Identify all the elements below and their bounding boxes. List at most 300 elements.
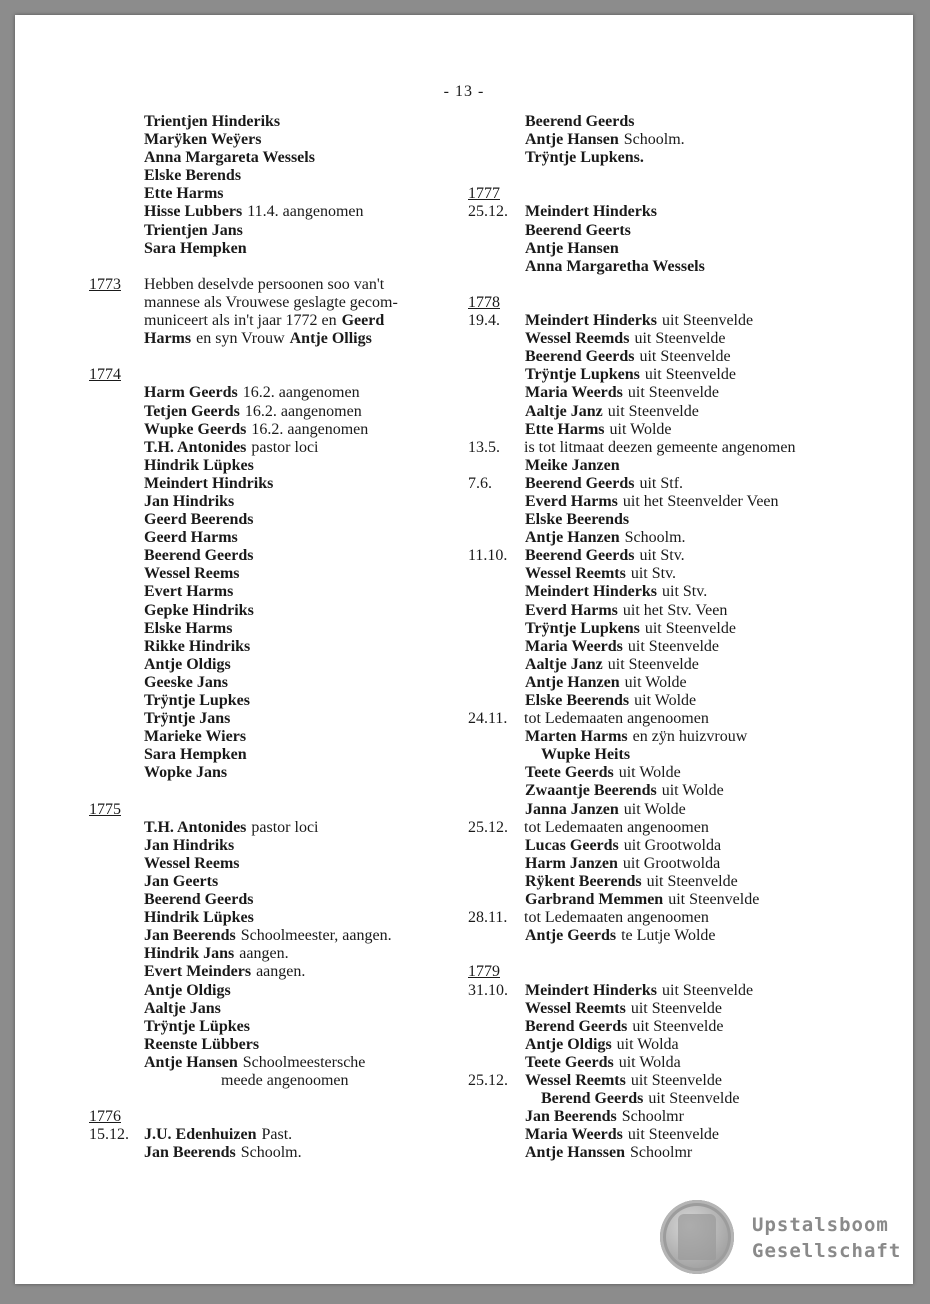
entry-line (89, 963, 479, 981)
person-name: Geerd (341, 312, 385, 330)
entry-line (89, 529, 479, 547)
person-name: Beerend Geerds (144, 547, 254, 565)
entry-note: uit Steenvelde (644, 366, 736, 384)
entry-line (468, 421, 908, 439)
person-name: Reenste Lübbers (144, 1035, 260, 1053)
entry-note: mannese als Vrouwese geslagte gecom- (144, 293, 398, 311)
entry-line (468, 602, 908, 620)
entry-line (468, 837, 908, 855)
person-name: Marten Harms (525, 728, 628, 746)
entry-line (89, 873, 479, 891)
entry-line (89, 131, 479, 149)
person-name: Gepke Hindriks (144, 601, 254, 619)
person-name: Hindrik Jans (144, 945, 235, 963)
person-name: Elske Beerends (525, 692, 630, 709)
entry-line (468, 113, 908, 131)
entry-line (89, 258, 479, 276)
date-label: 13.5. (468, 438, 500, 456)
entry-line (89, 312, 479, 330)
entry-line (89, 366, 479, 384)
entry-line (89, 656, 479, 674)
entry-line (89, 746, 479, 764)
person-name: Beerend Geerds (525, 113, 635, 130)
person-name: Trÿntje Lupkens. (525, 149, 644, 167)
person-name: Ette Harms (525, 420, 605, 438)
person-name: Aaltje Janz (525, 655, 603, 673)
entry-note: uit Wolda (618, 1053, 681, 1071)
page-number: - 13 - (443, 83, 485, 100)
person-name: Meindert Hindriks (144, 474, 274, 492)
entry-note: Schoolm. (624, 529, 686, 547)
entry-line (468, 167, 908, 185)
entry-line (468, 819, 908, 837)
entry-note: uit Steenvelde (662, 312, 754, 330)
entry-note: uit Steenvelde (646, 872, 738, 890)
entry-note: uit het Stv. Veen (622, 601, 728, 619)
date-label: 31.10. (468, 981, 508, 999)
right-column (468, 113, 908, 1162)
person-name: Tetjen Geerds (144, 402, 240, 420)
entry-note: uit Steenvelde (630, 1071, 722, 1089)
entry-line (468, 1072, 908, 1090)
entry-note: tot Ledemaaten angenoomen (524, 710, 709, 728)
entry-line (468, 873, 908, 891)
logo-line-2: Gesellschaft (752, 1240, 902, 1262)
person-name: Wessel Reemts (525, 565, 626, 583)
person-name: Antje Hanssen (525, 1144, 626, 1162)
person-name: Jan Hindriks (144, 492, 235, 510)
entry-line (468, 475, 908, 493)
person-name: Antje Oldigs (144, 655, 231, 673)
entry-line (89, 113, 479, 131)
person-name: Teete Geerds (525, 1053, 614, 1071)
entry-line (89, 982, 479, 1000)
person-name: Marÿken Weÿers (144, 131, 262, 149)
seal-icon (660, 1200, 734, 1274)
date-label: 19.4. (468, 312, 500, 330)
entry-note: uit Stv. (662, 583, 708, 601)
entry-line (468, 909, 908, 927)
person-name: T.H. Antonides (144, 818, 247, 836)
entry-line (89, 1126, 479, 1144)
entry-note: uit Grootwolda (623, 836, 722, 854)
person-name: Sara Hempken (144, 239, 247, 257)
entry-line (89, 384, 479, 402)
person-name: Wessel Reemts (525, 999, 626, 1017)
logo-text (752, 1212, 901, 1264)
date-label: 15.12. (89, 1126, 129, 1144)
entry-line (89, 837, 479, 855)
person-name: T.H. Antonides (144, 438, 247, 456)
entry-line (89, 1090, 479, 1108)
entry-line (468, 583, 908, 601)
person-name: Hindrik Lüpkes (144, 909, 254, 927)
person-name: Harm Geerds (144, 384, 238, 402)
entry-note: Schoolmr (630, 1144, 693, 1162)
entry-line (468, 366, 908, 384)
entry-line (89, 855, 479, 873)
entry-line (89, 674, 479, 692)
entry-line (468, 348, 908, 366)
entry-note: Schoolm. (240, 1144, 302, 1162)
entry-line (468, 330, 908, 348)
entry-line (89, 475, 479, 493)
person-name: Berend Geerds (525, 1017, 628, 1035)
date-label: 28.11. (468, 909, 508, 927)
entry-line (89, 927, 479, 945)
entry-line (89, 1072, 479, 1090)
entry-line (89, 565, 479, 583)
entry-line (89, 547, 479, 565)
person-name: Meindert Hinderks (525, 312, 657, 330)
entry-line (468, 1036, 908, 1054)
person-name: Maria Weerds (525, 1126, 623, 1144)
person-name: Trÿntje Lupkens (525, 366, 640, 384)
entry-line (89, 240, 479, 258)
person-name: Janna Janzen (525, 800, 619, 818)
person-name: Meindert Hinderks (525, 203, 657, 221)
entry-line (468, 149, 908, 167)
person-name: Rikke Hindriks (144, 637, 251, 655)
entry-note: is tot litmaat deezen gemeente angenomen (524, 438, 796, 456)
entry-line (468, 1126, 908, 1144)
entry-note: uit Steenvelde (662, 981, 754, 999)
entry-note: uit Steenvelde (634, 330, 726, 348)
entry-line (89, 1036, 479, 1054)
entry-line (468, 1144, 908, 1162)
entry-line (468, 312, 908, 330)
entry-note: uit Steenvelde (627, 384, 719, 402)
entry-line (468, 439, 908, 457)
entry-line (89, 276, 479, 294)
year-heading: 1775 (89, 800, 121, 818)
entry-line (89, 439, 479, 457)
entry-note: uit Wolde (618, 764, 681, 782)
entry-line (89, 493, 479, 511)
entry-line (89, 457, 479, 475)
person-name: Maria Weerds (525, 637, 623, 655)
entry-note: Schoolmeestersche (242, 1053, 366, 1071)
person-name: Hindrik Lüpkes (144, 456, 254, 474)
person-name: Geerd Beerends (144, 511, 254, 529)
entry-note: pastor loci (251, 438, 319, 456)
entry-line (468, 1108, 908, 1126)
entry-line (89, 330, 479, 348)
person-name: Trÿntje Lupkens (525, 619, 640, 637)
entry-line (468, 945, 908, 963)
entry-line (468, 403, 908, 421)
entry-line (89, 782, 479, 800)
person-name: Jan Beerends (525, 1108, 617, 1126)
entry-line (89, 1000, 479, 1018)
person-name: Lucas Geerds (525, 836, 619, 854)
entry-line (89, 819, 479, 837)
entry-note: uit Steenvelde (630, 999, 722, 1017)
entry-note: uit Grootwolda (622, 854, 721, 872)
person-name: Antje Oldigs (525, 1035, 612, 1053)
date-label: 24.11. (468, 710, 508, 728)
person-name: Beerend Geerds (525, 547, 635, 565)
person-name: Sara Hempken (144, 746, 247, 764)
person-name: Evert Harms (144, 583, 234, 601)
entry-line (468, 746, 908, 764)
entry-line (89, 801, 479, 819)
person-name: Antje Hanzen (525, 673, 620, 691)
person-name: Jan Hindriks (144, 836, 235, 854)
entry-line (89, 891, 479, 909)
person-name: Berend Geerds (541, 1090, 644, 1108)
entry-line (468, 692, 908, 710)
entry-note: en zÿn huizvrouw (632, 728, 748, 746)
year-heading: 1779 (468, 963, 500, 981)
year-heading: 1773 (89, 275, 121, 293)
person-name: Maria Weerds (525, 384, 623, 402)
entry-line (468, 927, 908, 945)
entry-note: aangen. (239, 945, 289, 963)
person-name: Jan Beerends (144, 927, 236, 945)
entry-note: uit Steenvelde (648, 1090, 740, 1108)
entry-line (89, 1108, 479, 1126)
entry-line (89, 167, 479, 185)
person-name: Trÿntje Jans (144, 710, 231, 728)
entry-line (89, 638, 479, 656)
entry-note: uit Wolde (624, 673, 687, 691)
person-name: Aaltje Janz (525, 402, 603, 420)
entry-line (468, 1000, 908, 1018)
entry-note: 16.2. aangenomen (242, 384, 360, 402)
person-name: Beerend Geerds (525, 348, 635, 366)
entry-line (468, 1090, 908, 1108)
entry-line (468, 276, 908, 294)
entry-line (89, 294, 479, 312)
entry-note: uit het Steenvelder Veen (622, 492, 779, 510)
person-name: Elske Berends (144, 167, 242, 185)
entry-line (468, 1018, 908, 1036)
year-heading: 1778 (468, 293, 500, 311)
person-name: Everd Harms (525, 601, 618, 619)
entry-line (468, 294, 908, 312)
entry-line (468, 855, 908, 873)
entry-note: uit Steenvelde (627, 1126, 719, 1144)
entry-note: uit Stv. (639, 547, 685, 565)
entry-line (468, 656, 908, 674)
entry-line (89, 583, 479, 601)
entry-note: uit Steenvelde (627, 637, 719, 655)
entry-line (89, 348, 479, 366)
entry-line (89, 1054, 479, 1072)
entry-note: pastor loci (251, 818, 319, 836)
entry-line (89, 1144, 479, 1162)
entry-line (89, 710, 479, 728)
date-label: 25.12. (468, 818, 508, 836)
person-name: Ette Harms (144, 185, 224, 203)
person-name: Jan Geerts (144, 872, 219, 890)
entry-line (468, 801, 908, 819)
person-name: Meike Janzen (525, 456, 620, 474)
entry-note: uit Wolde (634, 692, 697, 709)
entry-line (468, 240, 908, 258)
entry-note: uit Steenvelde (607, 655, 699, 673)
person-name: Meindert Hinderks (525, 981, 657, 999)
entry-line (89, 909, 479, 927)
entry-line (468, 638, 908, 656)
person-name: Marieke Wiers (144, 728, 247, 746)
entry-note: municeert als in't jaar 1772 en (144, 312, 337, 330)
entry-line (89, 203, 479, 221)
person-name: Antje Hanzen (525, 529, 620, 547)
entry-line (468, 258, 908, 276)
entry-line (468, 185, 908, 203)
entry-note: uit Wolda (616, 1035, 679, 1053)
person-name: Elske Beerends (525, 511, 630, 529)
date-label: 25.12. (468, 1071, 508, 1089)
entry-note: meede angenoomen (221, 1071, 349, 1089)
entry-note: Schoolmeester, aangen. (240, 927, 392, 945)
entry-note: uit Steenvelde (668, 891, 760, 909)
entry-line (468, 529, 908, 547)
year-heading: 1777 (468, 185, 500, 203)
entry-note: Schoolm. (623, 131, 685, 149)
person-name: Wessel Reems (144, 854, 240, 872)
entry-line (89, 511, 479, 529)
person-name: Wessel Reems (144, 565, 240, 583)
left-column (89, 113, 479, 1162)
entry-line (89, 620, 479, 638)
person-name: Wessel Reemts (525, 1071, 626, 1089)
entry-line (468, 710, 908, 728)
entry-note: Hebben deselvde persoonen soo van't (144, 275, 385, 293)
entry-line (468, 203, 908, 221)
entry-line (468, 131, 908, 149)
entry-note: tot Ledemaaten angenoomen (524, 818, 709, 836)
person-name: Wessel Reemds (525, 330, 630, 348)
entry-line (89, 185, 479, 203)
entry-line (468, 963, 908, 981)
person-name: Antje Geerds (525, 927, 617, 945)
person-name: Wopke Jans (144, 764, 228, 782)
person-name: Wupke Heits (541, 746, 631, 764)
person-name: Rÿkent Beerends (525, 872, 642, 890)
person-name: Trÿntje Lüpkes (144, 1017, 250, 1035)
entry-line (89, 403, 479, 421)
entry-line (468, 1054, 908, 1072)
entry-note: 16.2. aangenomen (244, 402, 362, 420)
entry-note: Past. (261, 1126, 293, 1144)
person-name: Trientjen Hinderiks (144, 113, 281, 130)
person-name: J.U. Edenhuizen (144, 1126, 257, 1144)
person-name: Beerend Geerds (525, 474, 635, 492)
entry-line (468, 891, 908, 909)
entry-note: uit Steenvelde (607, 402, 699, 420)
entry-line (468, 565, 908, 583)
entry-line (468, 457, 908, 475)
person-name: Harm Janzen (525, 854, 618, 872)
entry-note: uit Steenvelde (632, 1017, 724, 1035)
person-name: Beerend Geerts (525, 221, 631, 239)
entry-line (89, 421, 479, 439)
date-label: 25.12. (468, 203, 508, 221)
person-name: Hisse Lubbers (144, 203, 243, 221)
person-name: Beerend Geerds (144, 891, 254, 909)
entry-line (89, 728, 479, 746)
date-label: 7.6. (468, 474, 492, 492)
person-name: Antje Olligs (289, 330, 372, 348)
entry-note: te Lutje Wolde (621, 927, 716, 945)
person-name: Jan Beerends (144, 1144, 236, 1162)
person-name: Antje Hansen (525, 131, 619, 149)
upstalsboom-logo (660, 1200, 930, 1280)
person-name: Everd Harms (525, 492, 618, 510)
person-name: Antje Oldigs (144, 981, 231, 999)
entry-line (89, 1018, 479, 1036)
person-name: Wupke Geerds (144, 420, 247, 438)
person-name: Teete Geerds (525, 764, 614, 782)
entry-line (468, 782, 908, 800)
entry-note: 16.2. aangenomen (251, 420, 369, 438)
entry-line (468, 384, 908, 402)
person-name: Geerd Harms (144, 529, 238, 547)
person-name: Garbrand Memmen (525, 891, 664, 909)
entry-line (89, 764, 479, 782)
entry-line (468, 620, 908, 638)
person-name: Elske Harms (144, 619, 233, 637)
entry-note: tot Ledemaaten angenoomen (524, 909, 709, 927)
entry-note: uit Stf. (639, 474, 684, 492)
person-name: Harms (144, 330, 192, 348)
logo-line-1: Upstalsboom (752, 1214, 889, 1236)
person-name: Aaltje Jans (144, 999, 221, 1017)
entry-line (89, 692, 479, 710)
entry-line (468, 728, 908, 746)
date-label: 11.10. (468, 547, 508, 565)
person-name: Trÿntje Lupkes (144, 692, 250, 709)
entry-line (89, 222, 479, 240)
entry-note: uit Stv. (630, 565, 677, 583)
entry-line (89, 602, 479, 620)
person-name: Geeske Jans (144, 673, 228, 691)
entry-note: 11.4. aangenomen (247, 203, 364, 221)
year-heading: 1776 (89, 1108, 121, 1126)
entry-note: en syn Vrouw (196, 330, 285, 348)
entry-note: uit Wolde (661, 782, 724, 800)
year-heading: 1774 (89, 366, 121, 384)
entry-note: uit Wolde (623, 800, 686, 818)
entry-line (89, 945, 479, 963)
entry-note: uit Wolde (609, 420, 672, 438)
person-name: Anna Margareta Wessels (144, 149, 315, 167)
entry-note: uit Steenvelde (644, 619, 736, 637)
entry-line (89, 149, 479, 167)
person-name: Zwaantje Beerends (525, 782, 657, 800)
entry-line (468, 982, 908, 1000)
entry-line (468, 511, 908, 529)
entry-line (468, 547, 908, 565)
entry-line (468, 493, 908, 511)
person-name: Trientjen Jans (144, 221, 243, 239)
person-name: Evert Meinders (144, 963, 252, 981)
person-name: Antje Hansen (525, 239, 619, 257)
document-page (15, 15, 913, 1284)
person-name: Anna Margaretha Wessels (525, 257, 705, 275)
entry-line (468, 222, 908, 240)
entry-line (468, 674, 908, 692)
entry-note: Schoolmr (621, 1108, 684, 1126)
entry-line (468, 764, 908, 782)
entry-note: uit Steenvelde (639, 348, 731, 366)
entry-note: aangen. (256, 963, 306, 981)
person-name: Antje Hansen (144, 1053, 238, 1071)
person-name: Meindert Hinderks (525, 583, 657, 601)
